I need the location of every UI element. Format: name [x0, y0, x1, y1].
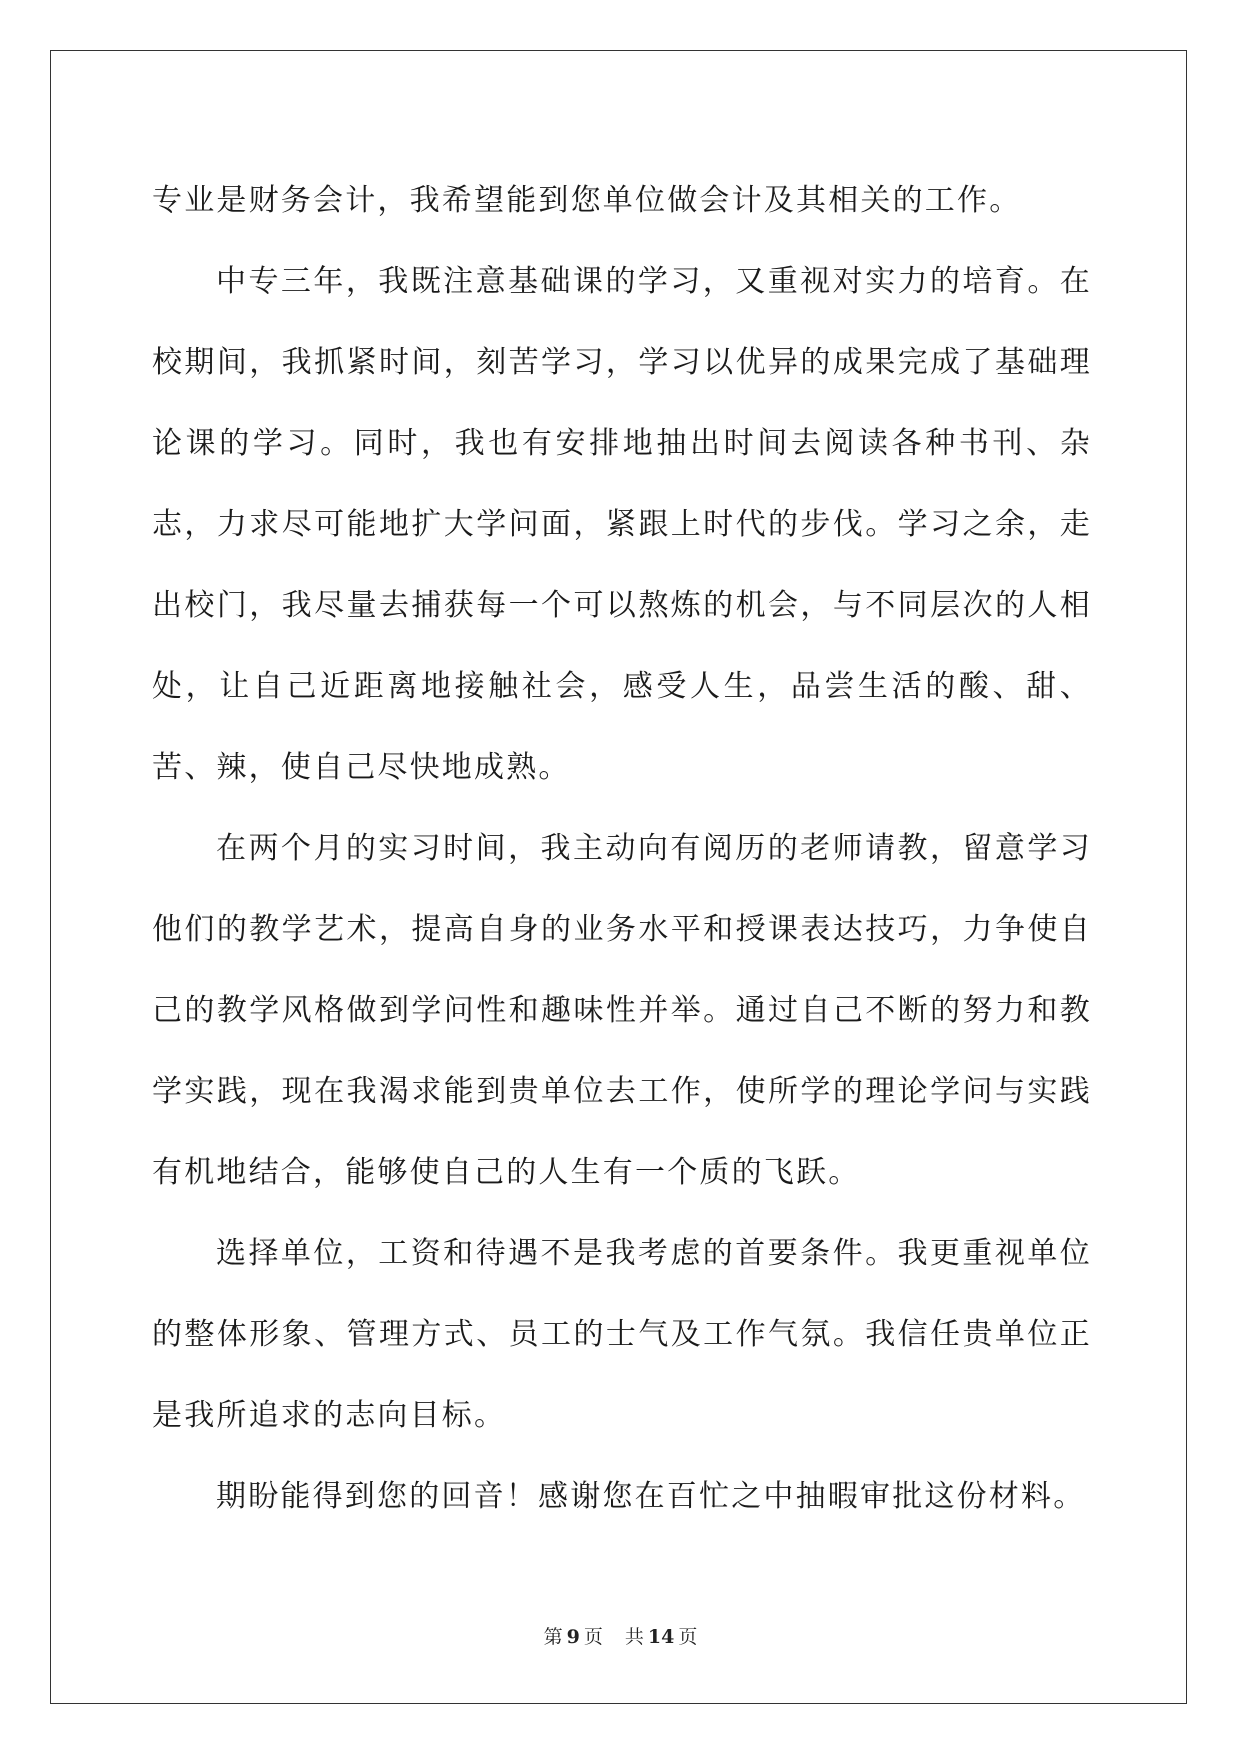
document-body — [152, 160, 1092, 1537]
page-total: 14 — [647, 1626, 675, 1648]
page-footer — [0, 1622, 1241, 1649]
total-unit: 页 — [678, 1626, 698, 1648]
paragraph-2: 中专三年，我既注意基础课的学习，又重视对实力的培育。在校期间，我抓紧时间，刻苦学习，学习以优异的成果完成了基础理论课的学习。同时，我也有安排地抽出时间去阅读各种书刊、杂志，力求尽可能地扩大学问面，紧跟上时代的步伐。学习之余，走出校门，我尽量去捕获每一个可以熬炼的机会，与不同层次的人相处，让自己近距离地接触社会，感受人生，品尝生活的酸、甜、苦、辣，使自己尽快地成熟。 — [152, 264, 1092, 785]
page-prefix: 第 — [543, 1626, 563, 1648]
paragraph-5: 期盼能得到您的回音！感谢您在百忙之中抽暇审批这份材料。 — [216, 1479, 1086, 1514]
paragraph-1: 专业是财务会计，我希望能到您单位做会计及其相关的工作。 — [152, 183, 1022, 218]
paragraph-3: 在两个月的实习时间，我主动向有阅历的老师请教，留意学习他们的教学艺术，提高自身的业务水平和授课表达技巧，力争使自己的教学风格做到学问性和趣味性并举。通过自己不断的努力和教学实践，现在我渴求能到贵单位去工作，使所学的理论学问与实践有机地结合，能够使自己的人生有一个质的飞跃。 — [152, 831, 1092, 1190]
page-current: 9 — [566, 1626, 580, 1648]
page-unit: 页 — [583, 1626, 603, 1648]
total-prefix: 共 — [624, 1626, 644, 1648]
paragraph-4: 选择单位，工资和待遇不是我考虑的首要条件。我更重视单位的整体形象、管理方式、员工的士气及工作气氛。我信任贵单位正是我所追求的志向目标。 — [152, 1236, 1092, 1433]
